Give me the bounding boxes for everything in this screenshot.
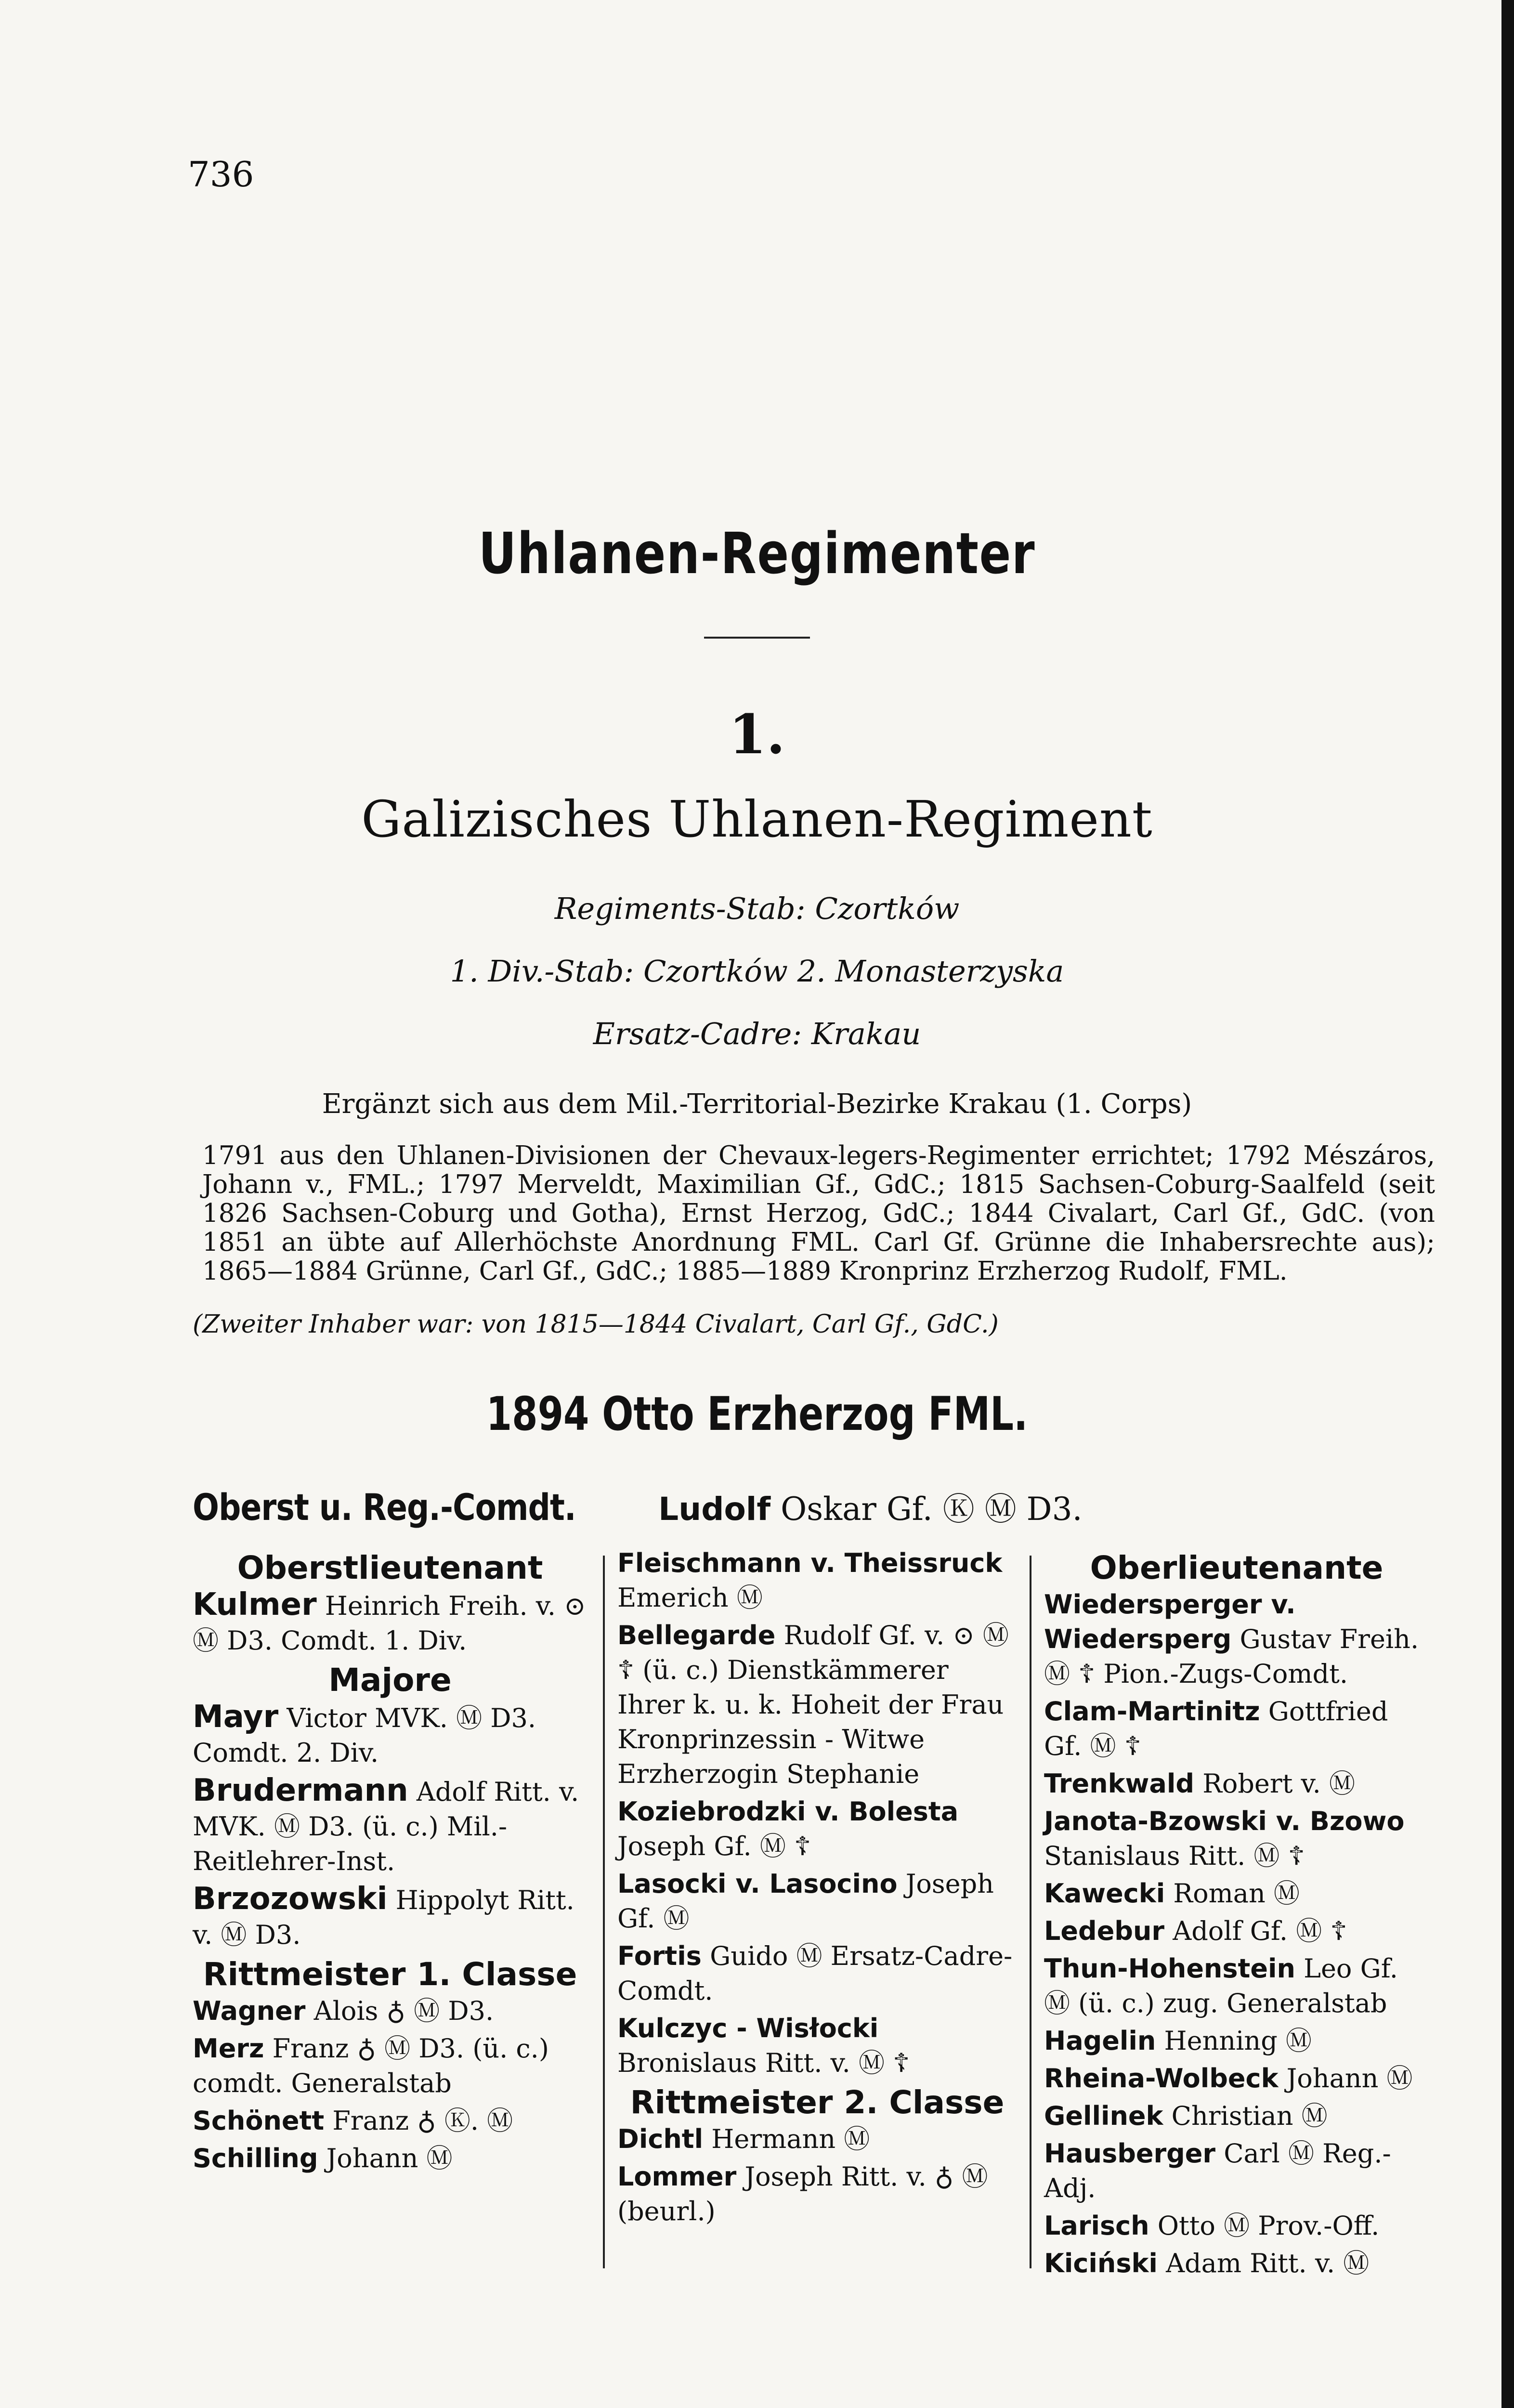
officer-entry: Janota-Bzowski v. Bzowo Stanislaus Ritt. Ⓜ ☦	[1044, 1806, 1405, 1871]
officer-entry: Trenkwald Robert v. Ⓜ	[1044, 1768, 1355, 1799]
officer-entry: Hausberger Carl Ⓜ Reg.-Adj.	[1044, 2138, 1391, 2203]
recruitment-district: Ergänzt sich aus dem Mil.-Territorial-Bezirke Krakau (1. Corps)	[322, 1088, 1192, 1120]
officer-entry: Schilling Johann Ⓜ	[193, 2143, 453, 2173]
officer-entry: Brudermann Adolf Ritt. v. MVK. Ⓜ D3. (ü. c.) Mil.-Reitlehrer-Inst.	[193, 1773, 579, 1876]
officer-entry: Ledebur Adolf Gf. Ⓜ ☦	[1044, 1916, 1347, 1946]
officer-entry: Merz Franz ♁ Ⓜ D3. (ü. c.) comdt. Generalstab	[193, 2033, 549, 2098]
officer-entry: Brzozowski Hippolyt Ritt. v. Ⓜ D3.	[193, 1881, 574, 1950]
officer-entry: Dichtl Hermann Ⓜ	[617, 2124, 870, 2154]
column-divider-1	[603, 1556, 605, 2268]
officer-entry: Wiedersperger v. Wiedersperg Gustav Freih. Ⓜ ☦ Pion.-Zugs-Comdt.	[1044, 1589, 1419, 1689]
officer-entry: Larisch Otto Ⓜ Prov.-Off.	[1044, 2211, 1380, 2241]
majore-heading: Majore	[328, 1662, 452, 1699]
regiments-stab: Regiments-Stab: Czortków	[554, 891, 960, 926]
officer-entry: Lasocki v. Lasocino Joseph Gf. Ⓜ	[617, 1869, 994, 1934]
regiment-history: 1791 aus den Uhlanen-Divisionen der Chevaux-legers-Regimenter errichtet; 1792 Mészáros, Johann v., FML.; 1797 Merveldt, Maximilian Gf., GdC.; 1815 Sachsen-Coburg-Saalfeld (seit 1826 Sachsen-Coburg und Gotha), Ernst Herzog, GdC.; 1844 Civalart, Carl Gf., GdC. (von 1851 an übte auf Allerhöchste Anordnung FML. Carl Gf. Grünne die Inhabersrechte aus); 1865—1884 Grünne, Carl Gf., GdC.; 1885—1889 Kronprinz Erzherzog Rudolf, FML.	[202, 1141, 1435, 1286]
page-number: 736	[188, 154, 254, 195]
oberlieutenante-heading: Oberlieutenante	[1090, 1549, 1383, 1586]
officer-entry: Schönett Franz ♁ Ⓚ. Ⓜ	[193, 2106, 513, 2136]
main-title: Uhlanen-Regimenter	[478, 520, 1036, 587]
officer-entry: Kulczyc - Wisłocki Bronislaus Ritt. v. Ⓜ ☦	[617, 2013, 910, 2078]
officer-column-1	[193, 1546, 587, 2179]
regiment-owner: 1894 Otto Erzherzog FML.	[486, 1387, 1028, 1441]
officer-entry: Fleischmann v. Theissruck Emerich Ⓜ	[617, 1548, 1003, 1613]
ersatz-cadre: Ersatz-Cadre: Krakau	[593, 1016, 921, 1051]
commander-details: Oskar Gf. Ⓚ Ⓜ D3.	[781, 1491, 1083, 1528]
oberstlieutenant-heading: Oberstlieutenant	[237, 1549, 543, 1586]
officer-column-3	[1044, 1546, 1429, 2284]
column-divider-2	[1030, 1556, 1031, 2268]
officer-entry: Gellinek Christian Ⓜ	[1044, 2101, 1328, 2131]
officer-entry: Clam-Martinitz Gottfried Gf. Ⓜ ☦	[1044, 1696, 1388, 1761]
regiment-number: 1.	[729, 703, 785, 766]
regiment-name: Galizisches Uhlanen-Regiment	[361, 790, 1153, 849]
officer-column-2	[617, 1546, 1017, 2232]
officer-entry: Fortis Guido Ⓜ Ersatz-Cadre-Comdt.	[617, 1941, 1013, 2006]
officer-entry: Wagner Alois ♁ Ⓜ D3.	[193, 1996, 494, 2026]
page-edge-border	[1501, 0, 1514, 2408]
officer-entry: Kulmer Heinrich Freih. v. ⊙ Ⓜ D3. Comdt. 1. Div.	[193, 1587, 586, 1656]
officer-entry: Lommer Joseph Ritt. v. ♁ Ⓜ (beurl.)	[617, 2161, 988, 2226]
officer-entry: Rheina-Wolbeck Johann Ⓜ	[1044, 2063, 1413, 2094]
officer-entry: Kawecki Roman Ⓜ	[1044, 1878, 1300, 1909]
officer-entry: Bellegarde Rudolf Gf. v. ⊙ Ⓜ ☦ (ü. c.) Dienstkämmerer Ihrer k. u. k. Hoheit der Frau Kronprinzessin - Witwe Erzherzogin Stephanie	[617, 1620, 1009, 1789]
officer-entry: Hagelin Henning Ⓜ	[1044, 2026, 1312, 2056]
second-owner-note: (Zweiter Inhaber war: von 1815—1844 Civalart, Carl Gf., GdC.)	[193, 1310, 999, 1339]
officer-entry: Mayr Victor MVK. Ⓜ D3. Comdt. 2. Div.	[193, 1699, 536, 1768]
title-divider	[704, 637, 810, 639]
rittmeister-2-heading: Rittmeister 2. Classe	[630, 2084, 1005, 2121]
commander-name: Ludolf	[658, 1491, 771, 1528]
officer-entry: Thun-Hohenstein Leo Gf. Ⓜ (ü. c.) zug. Generalstab	[1044, 1953, 1398, 2018]
rittmeister-1-heading: Rittmeister 1. Classe	[203, 1956, 577, 1993]
officer-entry: Koziebrodzki v. Bolesta Joseph Gf. Ⓜ ☦	[617, 1796, 959, 1861]
commander-rank: Oberst u. Reg.-Comdt.	[193, 1486, 576, 1529]
division-stab: 1. Div.-Stab: Czortków 2. Monasterzyska	[450, 954, 1064, 989]
commander-line	[193, 1483, 1083, 1529]
officer-entry: Kiciński Adam Ritt. v. Ⓜ	[1044, 2248, 1370, 2278]
